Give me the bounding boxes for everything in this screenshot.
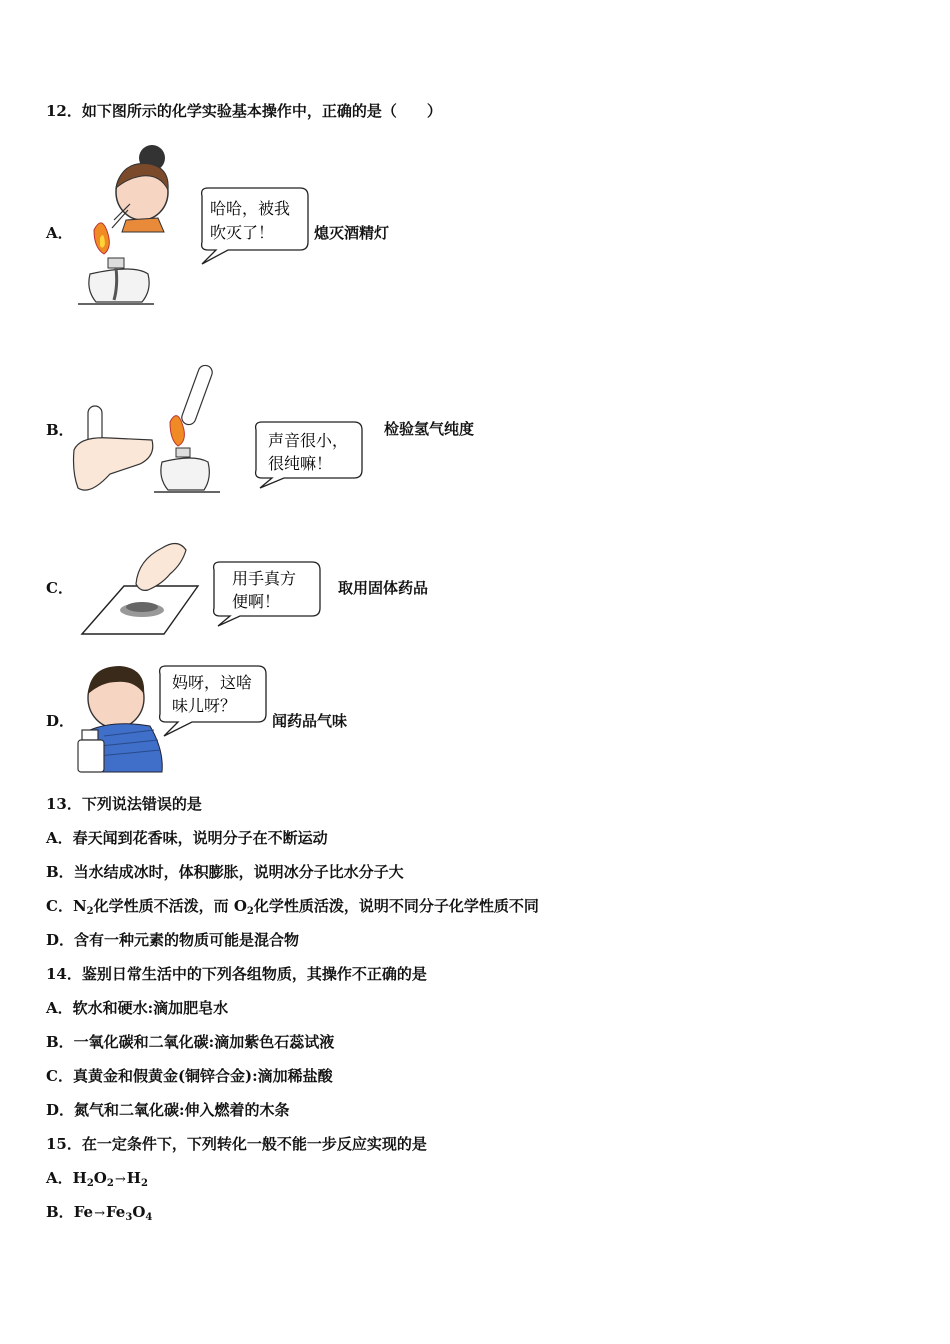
q13-option-d: D．含有一种元素的物质可能是混合物 [46,931,300,949]
q12-stem: 12．如下图所示的化学实验基本操作中，正确的是（ ） [46,102,442,120]
q12-option-b-bubble-line1: 声音很小， [268,431,349,450]
q15-a-s1: 2 [86,1178,94,1189]
q12-option-d-bubble-line1: 妈呀，这啥 [172,673,253,692]
q12-option-c-illustration [78,530,328,640]
q12-option-a-caption: 熄灭酒精灯 [314,224,390,242]
q13-option-c-mid: 化学性质不活泼，而 O [93,897,247,915]
q14-option-a: A．软水和硬水:滴加肥皂水 [46,999,229,1017]
q12-option-b-illustration [70,360,370,500]
q12-option-d-illustration [74,660,274,776]
q12-option-a-label: A． [46,224,73,242]
q13-stem: 13．下列说法错误的是 [46,795,202,813]
q12-option-b-label: B． [46,421,74,439]
q14-option-d: D．氮气和二氧化碳:伸入燃着的木条 [46,1101,290,1119]
q13-option-b: B．当水结成冰时，体积膨胀，说明冰分子比水分子大 [46,863,404,881]
q12-option-b-caption: 检验氢气纯度 [384,420,475,438]
q15-b-o: O [132,1203,146,1221]
q12-option-b-bubble-line2: 很纯嘛！ [268,454,333,473]
q15-b-s2: 4 [145,1212,153,1223]
q15-b-arrow: → [94,1206,105,1221]
q13-option-c-sub1: 2 [86,906,94,917]
q15-option-b [46,1202,152,1228]
q14-option-c: C．真黄金和假黄金(铜锌合金):滴加稀盐酸 [46,1067,333,1085]
q15-a-arrow: → [114,1172,126,1187]
q15-a-s3: 2 [140,1178,148,1189]
q15-a-h: H [72,1169,87,1187]
q12-option-c-bubble-line1: 用手真方 [232,569,297,588]
q15-b-fe: Fe [73,1203,94,1221]
q15-option-a-label: A． [46,1169,73,1187]
q12-option-a-bubble-line2: 吹灭了！ [210,223,275,242]
q15-a-h2: H [126,1169,141,1187]
q15-b-s1: 3 [125,1212,133,1223]
q12-option-c-bubble-line2: 便啊！ [232,592,281,611]
q12-option-c-caption: 取用固体药品 [338,579,429,597]
q15-option-b-label: B． [46,1203,74,1221]
q15-b-fe2: Fe [105,1203,126,1221]
q15-option-a [46,1168,148,1194]
q15-a-s2: 2 [106,1178,114,1189]
q12-option-d-bubble-line2: 味儿呀？ [172,696,237,715]
q12-option-d-caption: 闻药品气味 [272,712,348,730]
q12-option-d-label: D． [46,712,75,730]
q13-option-c [46,896,539,922]
q15-stem: 15．在一定条件下，下列转化一般不能一步反应实现的是 [46,1135,427,1153]
q13-option-a: A．春天闻到花香味，说明分子在不断运动 [46,829,328,847]
q12-option-a-illustration [72,140,312,310]
q14-option-b: B．一氧化碳和二氧化碳:滴加紫色石蕊试液 [46,1033,335,1051]
q14-stem: 14．鉴别日常生活中的下列各组物质，其操作不正确的是 [46,965,427,983]
q13-option-c-sub2: 2 [246,906,254,917]
q13-option-c-pre: C．N [46,897,87,915]
q13-option-c-post: 化学性质活泼，说明不同分子化学性质不同 [253,897,539,915]
q12-option-c-label: C． [46,579,73,597]
q15-a-o: O [93,1169,107,1187]
q12-option-a-bubble-line1: 哈哈，被我 [210,199,291,218]
